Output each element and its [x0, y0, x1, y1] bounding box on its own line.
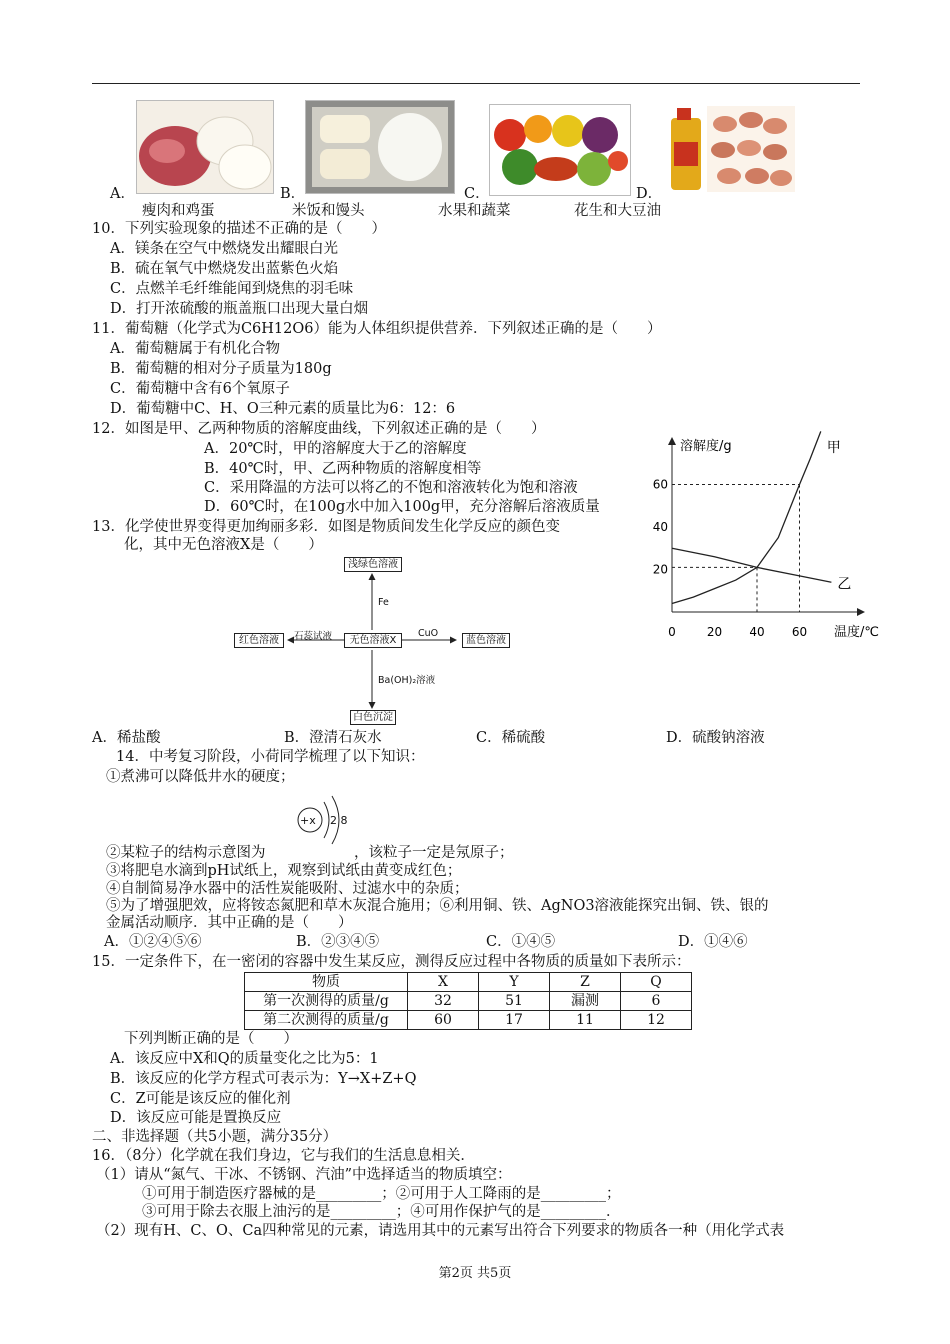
option-c-caption: 水果和蔬菜 — [438, 203, 511, 219]
table-header-row — [245, 973, 692, 992]
left-reagent-label: 石蕊试液 — [294, 631, 333, 642]
center-solution-box: 无色溶液X — [344, 633, 402, 648]
table-cell: 32 — [408, 992, 479, 1011]
q10-option-b: B．硫在氧气中燃烧发出蓝紫色火焰 — [110, 261, 339, 277]
q15-option-c: C．Z可能是该反应的催化剂 — [110, 1091, 291, 1107]
q16-part1-line-b: ③可用于除去衣服上油污的是_________；④可用作保护气的是_________． — [142, 1204, 621, 1220]
q15-option-a: A．该反应中X和Q的质量变化之比为5：1 — [110, 1051, 379, 1067]
x-tick-label: 60 — [791, 625, 808, 639]
q14-option-a: A．①②④⑤⑥ — [104, 934, 202, 950]
q12-option-a: A．20℃时，甲的溶解度大于乙的溶解度 — [204, 441, 467, 457]
q13-stem-line2: 化，其中无色溶液X是（ ） — [124, 537, 323, 553]
q14-option-b: B．②③④⑤ — [296, 934, 380, 950]
top-product-box: 浅绿色溶液 — [344, 557, 402, 572]
table-row — [245, 992, 692, 1011]
q14-item2-a: ②某粒子的结构示意图为 — [106, 845, 266, 861]
q14-item5: ⑤为了增强肥效，应将铵态氮肥和草木灰混合施用；⑥利用铜、铁、AgNO3溶液能探究出铜、铁、银的 — [106, 898, 769, 914]
option-c-letter: C． — [464, 186, 490, 202]
solubility-chart — [650, 434, 879, 644]
rice-bun-image — [305, 100, 455, 194]
option-a-letter: A． — [110, 186, 135, 202]
q14-option-c: C．①④⑤ — [486, 934, 556, 950]
section-heading: 二、非选择题（共5小题，满分35分） — [92, 1129, 338, 1145]
q11-stem: 11．葡萄糖（化学式为C6H12O6）能为人体组织提供营养．下列叙述正确的是（ ） — [92, 321, 662, 337]
table-cell: 第二次测得的质量/g — [245, 1011, 408, 1030]
x-tick-label: 0 — [668, 625, 676, 639]
bottom-reagent-label: Ba(OH)₂溶液 — [378, 675, 436, 686]
table-header-cell: 物质 — [245, 973, 408, 992]
q15-option-b: B．该反应的化学方程式可表示为：Y→X+Z+Q — [110, 1071, 417, 1087]
q12-stem: 12．如图是甲、乙两种物质的溶解度曲线，下列叙述正确的是（ ） — [92, 421, 546, 437]
table-cell: 60 — [408, 1011, 479, 1030]
table-cell: 12 — [621, 1011, 692, 1030]
series-line-yi — [672, 548, 831, 582]
q10-option-c: C．点燃羊毛纤维能闻到烧焦的羽毛味 — [110, 281, 354, 297]
table-cell: 第一次测得的质量/g — [245, 992, 408, 1011]
q13-option-b: B．澄清石灰水 — [284, 730, 382, 746]
q16-part2: （2）现有H、C、O、Ca四种常见的元素，请选用其中的元素写出符合下列要求的物质各一种（用化学式表 — [96, 1223, 785, 1239]
table-header-cell: X — [408, 973, 479, 992]
q14-item3: ③将肥皂水滴到pH试纸上，观察到试纸由黄变成红色； — [106, 863, 462, 879]
q15-sub: 下列判断正确的是（ ） — [124, 1031, 298, 1047]
q13-option-a: A．稀盐酸 — [92, 730, 161, 746]
q14-item1: ①煮沸可以降低井水的硬度； — [106, 769, 295, 785]
q14-option-d: D．①④⑥ — [678, 934, 748, 950]
q12-option-c: C．采用降温的方法可以将乙的不饱和溶液转化为饱和溶液 — [204, 480, 578, 496]
x-tick-label: 40 — [749, 625, 765, 639]
q11-option-b: B．葡萄糖的相对分子质量为180g — [110, 361, 332, 377]
table-cell: 漏测 — [550, 992, 621, 1011]
right-reagent-label: CuO — [418, 628, 439, 639]
left-product-box: 红色溶液 — [234, 633, 284, 648]
q13-option-c: C．稀硫酸 — [476, 730, 546, 746]
table-cell: 6 — [621, 992, 692, 1011]
mass-table — [244, 972, 692, 1030]
table-header-cell: Z — [550, 973, 621, 992]
top-reagent-label: Fe — [378, 597, 389, 608]
q11-option-a: A．葡萄糖属于有机化合物 — [110, 341, 280, 357]
atom-shells-label: 2 8 — [330, 814, 348, 827]
q11-option-d: D．葡萄糖中C、H、O三种元素的质量比为6：12：6 — [110, 401, 456, 417]
option-d-caption: 花生和大豆油 — [574, 203, 661, 219]
table-cell: 11 — [550, 1011, 621, 1030]
option-a-caption: 瘦肉和鸡蛋 — [142, 203, 215, 219]
page-footer: 第2页 共5页 — [438, 1266, 512, 1281]
q10-option-d: D．打开浓硫酸的瓶盖瓶口出现大量白烟 — [110, 301, 369, 317]
peanut-oil-image — [665, 104, 797, 194]
meat-eggs-image — [136, 100, 274, 194]
q16-part1-line-a: ①可用于制造医疗器械的是_________；②可用于人工降雨的是_________； — [142, 1186, 621, 1202]
table-cell: 17 — [479, 1011, 550, 1030]
series-label: 乙 — [837, 576, 852, 593]
q15-stem: 15．一定条件下，在一密闭的容器中发生某反应，测得反应过程中各物质的质量如下表所示： — [92, 954, 691, 970]
q16-stem: 16．（8分）化学就在我们身边，它与我们的生活息息相关． — [92, 1148, 475, 1164]
q12-option-b: B．40℃时，甲、乙两种物质的溶解度相等 — [204, 461, 482, 477]
q10-option-a: A．镁条在空气中燃烧发出耀眼白光 — [110, 241, 338, 257]
right-product-box: 蓝色溶液 — [462, 633, 510, 648]
table-header-cell: Y — [479, 973, 550, 992]
q16-part1: （1）请从“氮气、干冰、不锈钢、汽油”中选择适当的物质填空： — [96, 1167, 512, 1183]
q13-stem-line1: 13．化学使世界变得更加绚丽多彩．如图是物质间发生化学反应的颜色变 — [92, 519, 560, 535]
q15-option-d: D．该反应可能是置换反应 — [110, 1110, 282, 1126]
x-axis-label: 温度/℃ — [834, 625, 879, 640]
y-tick-label: 60 — [652, 477, 668, 492]
q14-item4: ④自制简易净水器中的活性炭能吸附、过滤水中的杂质； — [106, 881, 469, 897]
option-b-letter: B． — [280, 186, 306, 202]
option-b-caption: 米饭和馒头 — [292, 203, 365, 219]
series-line-jia — [672, 431, 821, 603]
q12-option-d: D．60℃时，在100g水中加入100g甲，充分溶解后溶液质量 — [204, 499, 600, 515]
table-cell: 51 — [479, 992, 550, 1011]
header-rule — [92, 83, 860, 84]
q13-option-d: D．硫酸钠溶液 — [666, 730, 765, 746]
atom-nucleus-label: +x — [300, 814, 316, 827]
series-label: 甲 — [826, 440, 841, 456]
q14-item2-b: ，该粒子一定是氖原子； — [354, 845, 514, 861]
bottom-product-box: 白色沉淀 — [350, 710, 396, 725]
y-tick-label: 40 — [652, 520, 668, 534]
table-header-cell: Q — [621, 973, 692, 992]
y-axis-label: 溶解度/g — [680, 439, 732, 454]
q10-stem: 10．下列实验现象的描述不正确的是（ ） — [92, 221, 386, 237]
x-tick-label: 20 — [706, 625, 723, 639]
q11-option-c: C．葡萄糖中含有6个氧原子 — [110, 381, 290, 397]
q14-stem: 14．中考复习阶段，小荷同学梳理了以下知识： — [116, 749, 425, 765]
fruit-vegetable-image — [489, 104, 631, 196]
q14-item5b: 金属活动顺序．其中正确的是（ ） — [106, 915, 353, 931]
y-tick-label: 20 — [652, 562, 668, 577]
table-row — [245, 1011, 692, 1030]
option-d-letter: D． — [636, 186, 663, 202]
